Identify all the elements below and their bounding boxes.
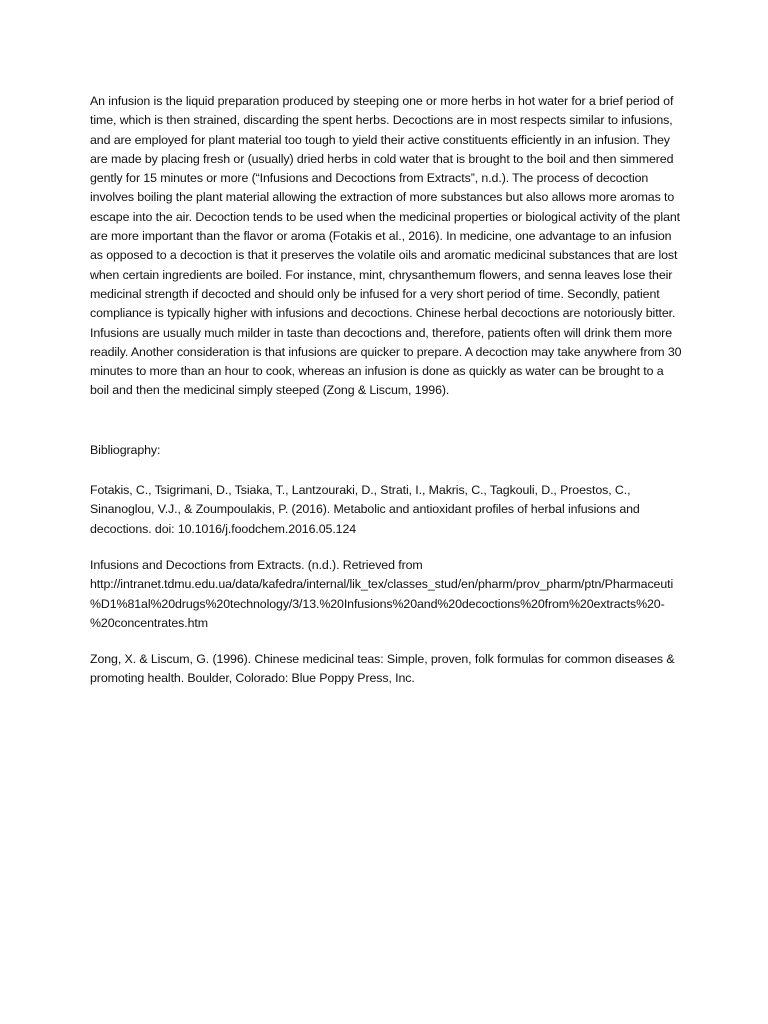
document-content [90,92,682,689]
bibliography-entry-infusions-decoctions: Infusions and Decoctions from Extracts. (n.d.). Retrieved from http://intranet.tdmu.edu.ua/data/kafedra/internal/lik_tex/classes_stud/en/pharm/prov_pharm/ptn/Pharmaceuti%D1%81al%20drugs%20technology/3/13.%20Infusions%20and%20decoctions%20from%20extracts%20-%20concentrates.htm [90,557,674,630]
body-paragraph: An infusion is the liquid preparation produced by steeping one or more herbs in hot water for a brief period of time, which is then strained, discarding the spent herbs. Decoctions are in most respects similar to infusions, and are employed for plant material too tough to yield their active constituents efficiently in an infusion. They are made by placing fresh or (usually) dried herbs in cold water that is brought to the boil and then simmered gently for 15 minutes or more (“Infusions and Decoctions from Extracts”, n.d.). The process of decoction involves boiling the plant material allowing the extraction of more substances but also allows more aromas to escape into the air. Decoction tends to be used when the medicinal properties or biological activity of the plant are more important than the flavor or aroma (Fotakis et al., 2016). In medicine, one advantage to an infusion as opposed to a decoction is that it preserves the volatile oils and aromatic medicinal substances that are lost when certain ingredients are boiled. For instance, mint, chrysanthemum flowers, and senna leaves lose their medicinal strength if decocted and should only be infused for a very short period of time. Secondly, patient compliance is typically higher with infusions and decoctions. Chinese herbal decoctions are notoriously bitter. Infusions are usually much milder in taste than decoctions and, therefore, patients often will drink them more readily. Another consideration is that infusions are quicker to prepare. A decoction may take anywhere from 30 minutes to more than an hour to cook, whereas an infusion is done as quickly as water can be brought to a boil and then the medicinal simply steeped (Zong & Liscum, 1996). [90,94,682,398]
bibliography-entry-fotakis: Fotakis, C., Tsigrimani, D., Tsiaka, T., Lantzouraki, D., Strati, I., Makris, C., Tagkouli, D., Proestos, C., Sinanoglou, V.J., & Zoumpoulakis, P. (2016). Metabolic and antioxidant profiles of herbal infusions and decoctions. doi: 10.1016/j.foodchem.2016.05.124 [90,483,640,536]
bibliography-entry-zong-liscum: Zong, X. & Liscum, G. (1996). Chinese medicinal teas: Simple, proven, folk formulas for common diseases & promoting health. Boulder, Colorado: Blue Poppy Press, Inc. [90,652,675,686]
bibliography-heading: Bibliography: [90,442,161,457]
